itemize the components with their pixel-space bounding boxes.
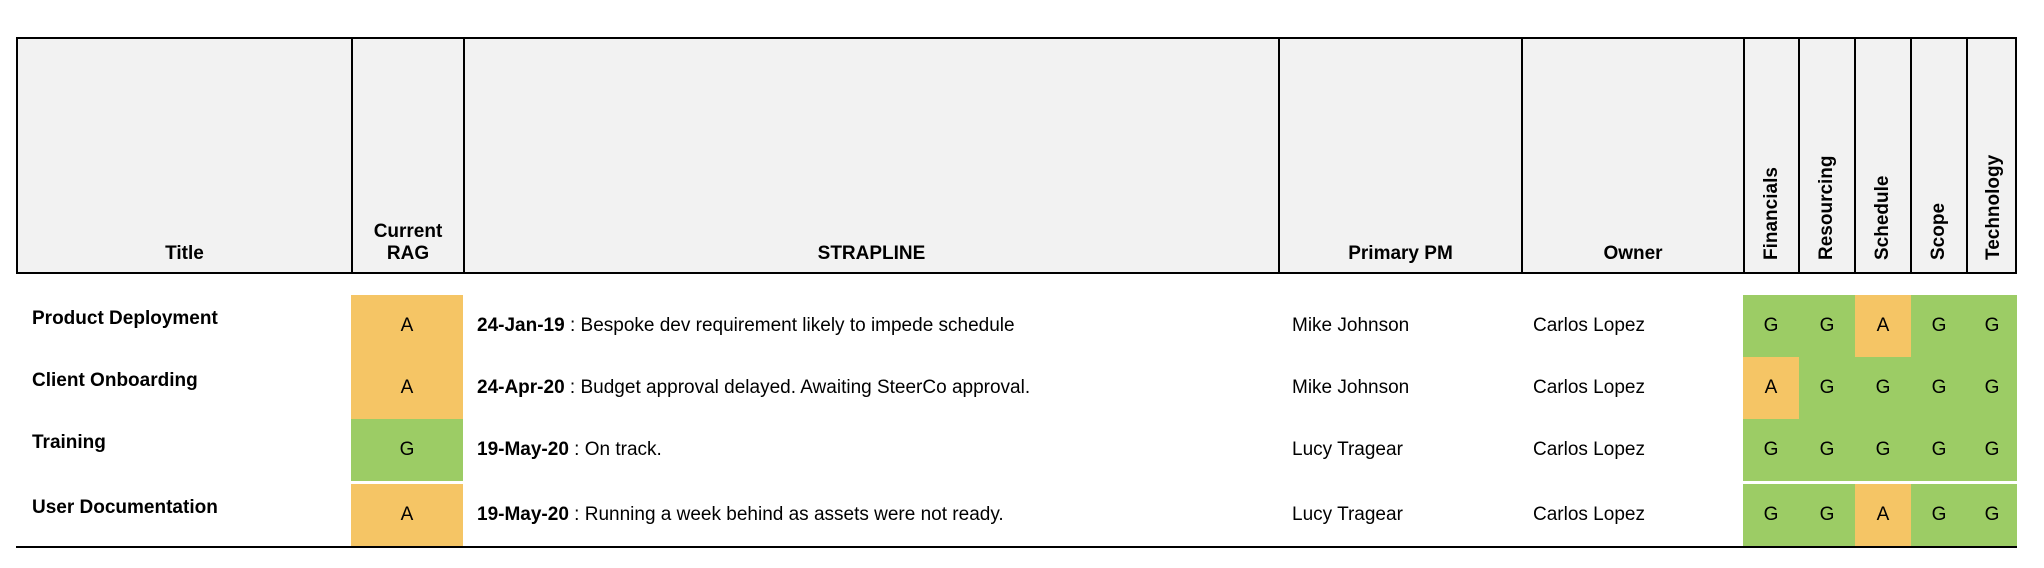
strapline-note: On track. xyxy=(584,439,662,460)
row-financials: A xyxy=(1743,357,1799,419)
row-title: Client Onboarding xyxy=(32,370,198,391)
row-current-rag: A xyxy=(351,357,463,419)
row-financials: G xyxy=(1743,419,1799,481)
header-technology xyxy=(1968,39,2019,272)
strapline-separator: : xyxy=(564,377,581,398)
row-primary-pm: Mike Johnson xyxy=(1292,315,1410,336)
row-financials: G xyxy=(1743,484,1799,546)
header-primary-pm-label: Primary PM xyxy=(1348,243,1453,264)
table-row xyxy=(16,295,2017,357)
header-current-rag-label xyxy=(353,221,463,265)
row-current-rag: A xyxy=(351,484,463,546)
strapline-separator: : xyxy=(568,504,585,525)
header-title xyxy=(18,39,353,272)
strapline-date: 24-Apr-20 xyxy=(477,377,565,398)
row-primary-pm: Lucy Tragear xyxy=(1292,439,1403,460)
header-scope-label: Scope xyxy=(1928,202,1949,260)
strapline-separator: : xyxy=(564,315,581,336)
row-technology: G xyxy=(1967,357,2017,419)
header-owner-label: Owner xyxy=(1603,243,1663,264)
row-schedule: A xyxy=(1855,484,1911,546)
header-owner xyxy=(1523,39,1745,272)
row-primary-pm: Mike Johnson xyxy=(1292,377,1410,398)
header-strapline xyxy=(465,39,1280,272)
row-owner: Carlos Lopez xyxy=(1533,439,1645,460)
row-technology: G xyxy=(1967,295,2017,357)
row-scope: G xyxy=(1911,419,1967,481)
row-title: Training xyxy=(32,432,106,453)
strapline-note: Bespoke dev requirement likely to impede schedule xyxy=(580,315,1015,336)
strapline-note: Running a week behind as assets were not ready. xyxy=(584,504,1004,525)
header-strapline-label: STRAPLINE xyxy=(817,243,926,264)
row-title: Product Deployment xyxy=(32,308,218,329)
row-owner: Carlos Lopez xyxy=(1533,377,1645,398)
header-technology-label: Technology xyxy=(1982,154,2004,260)
row-resourcing: G xyxy=(1799,357,1855,419)
strapline-date: 19-May-20 xyxy=(477,439,569,460)
row-schedule: G xyxy=(1855,419,1911,481)
header-current-rag xyxy=(353,39,465,272)
header-scope xyxy=(1912,39,1968,272)
table-bottom-border xyxy=(16,546,2017,548)
header-schedule-label: Schedule xyxy=(1872,175,1893,260)
row-technology: G xyxy=(1967,484,2017,546)
row-resourcing: G xyxy=(1799,419,1855,481)
row-current-rag: G xyxy=(351,419,463,481)
row-financials: G xyxy=(1743,295,1799,357)
row-scope: G xyxy=(1911,484,1967,546)
row-owner: Carlos Lopez xyxy=(1533,315,1645,336)
strapline-separator: : xyxy=(568,439,585,460)
row-primary-pm: Lucy Tragear xyxy=(1292,504,1403,525)
row-current-rag: A xyxy=(351,295,463,357)
strapline-date: 19-May-20 xyxy=(477,504,569,525)
strapline-date: 24-Jan-19 xyxy=(477,315,565,336)
row-strapline xyxy=(463,295,1278,357)
row-scope: G xyxy=(1911,357,1967,419)
header-financials-label: Financials xyxy=(1760,167,1782,260)
row-strapline xyxy=(463,419,1278,481)
row-schedule: A xyxy=(1855,295,1911,357)
row-title: User Documentation xyxy=(32,497,218,518)
table-row xyxy=(16,357,2017,419)
row-strapline xyxy=(463,484,1278,546)
row-resourcing: G xyxy=(1799,295,1855,357)
header-resourcing-label: Resourcing xyxy=(1816,155,1837,260)
row-owner: Carlos Lopez xyxy=(1533,504,1645,525)
row-scope: G xyxy=(1911,295,1967,357)
table-header xyxy=(16,37,2017,274)
table-row xyxy=(16,419,2017,481)
header-rag-line1: Current xyxy=(373,221,443,242)
header-resourcing xyxy=(1800,39,1856,272)
header-rag-line2: RAG xyxy=(386,243,430,264)
header-title-label: Title xyxy=(165,243,204,264)
strapline-note: Budget approval delayed. Awaiting SteerCo approval. xyxy=(580,377,1031,398)
row-technology: G xyxy=(1967,419,2017,481)
row-schedule: G xyxy=(1855,357,1911,419)
header-financials xyxy=(1745,39,1800,272)
header-schedule xyxy=(1856,39,1912,272)
header-primary-pm xyxy=(1280,39,1523,272)
row-strapline xyxy=(463,357,1278,419)
row-resourcing: G xyxy=(1799,484,1855,546)
table-row xyxy=(16,484,2017,546)
